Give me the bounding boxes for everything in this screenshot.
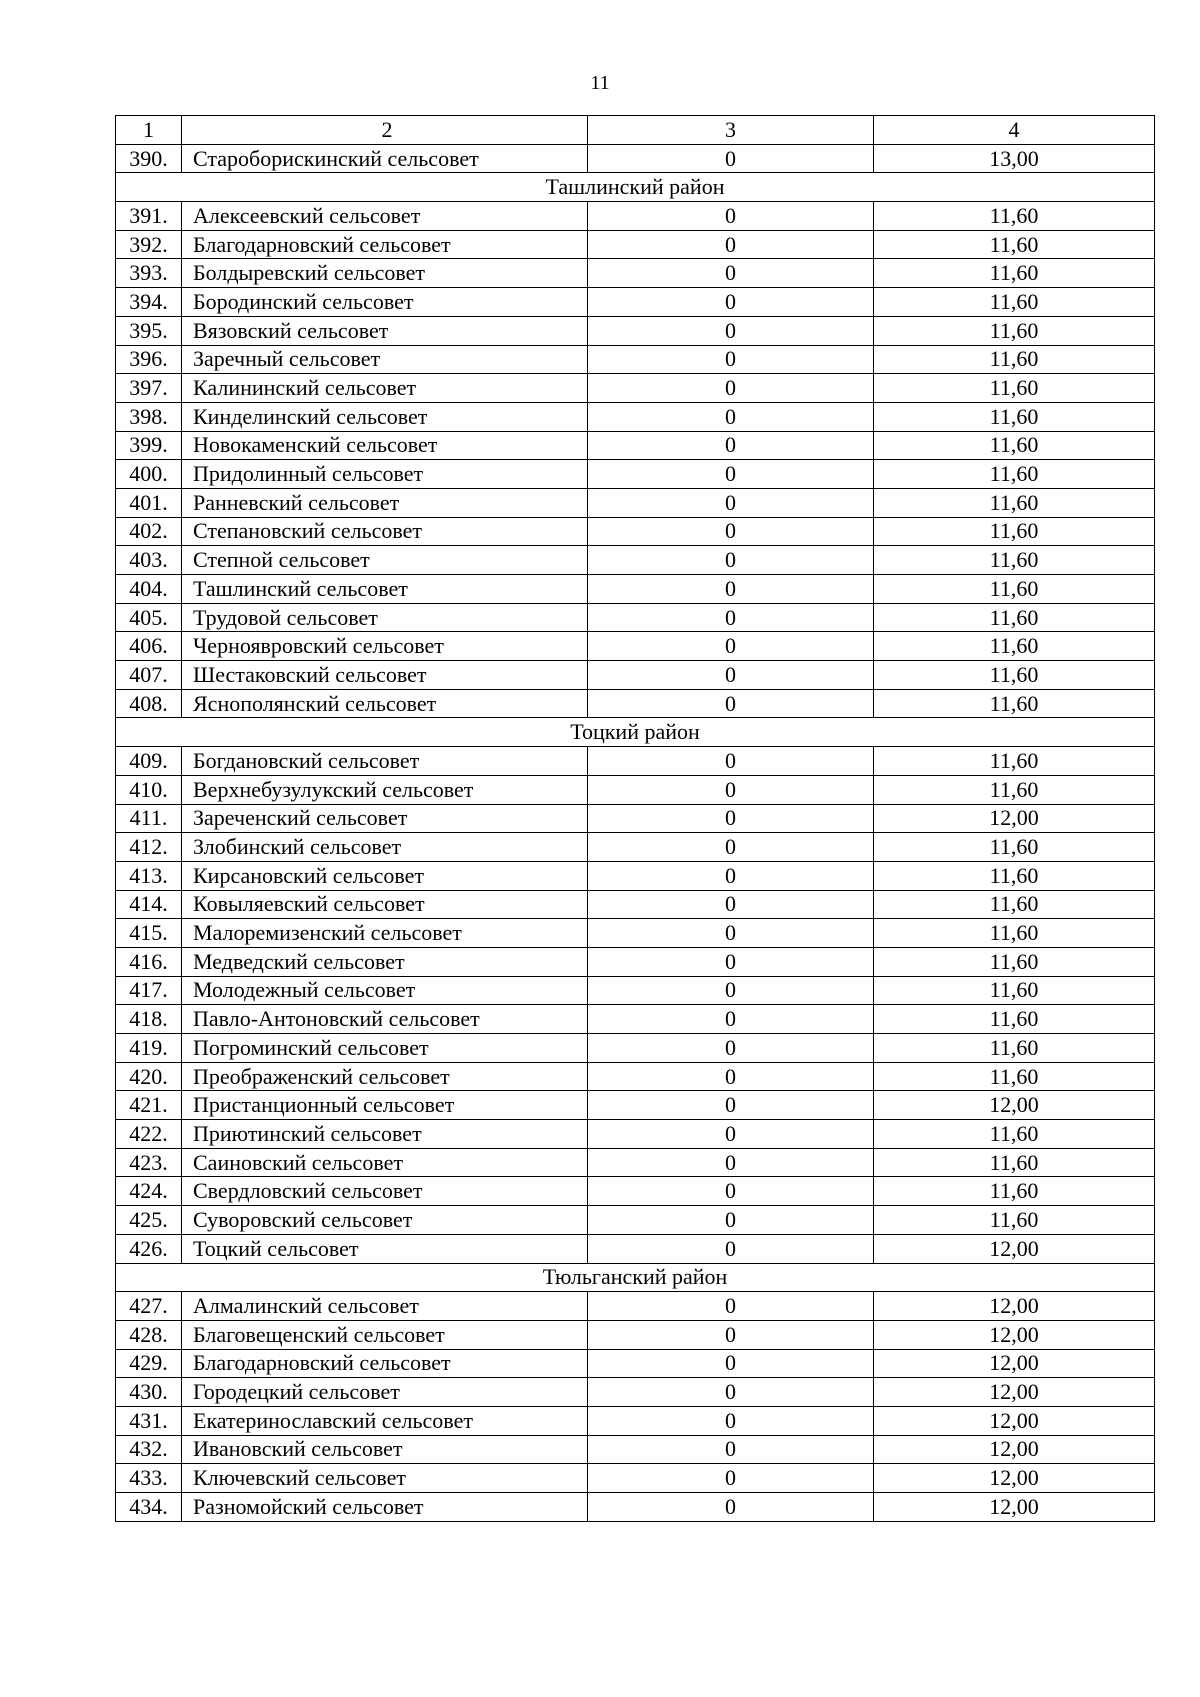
settlement-name: Благовещенский сельсовет	[182, 1320, 588, 1349]
row-number: 417.	[116, 976, 182, 1005]
table-row	[116, 661, 1155, 690]
settlement-name: Ивановский сельсовет	[182, 1435, 588, 1464]
settlement-name: Екатеринославский сельсовет	[182, 1406, 588, 1435]
column-4-value: 11,60	[874, 1120, 1155, 1149]
table-row	[116, 1091, 1155, 1120]
column-4-value: 11,60	[874, 575, 1155, 604]
table-row	[116, 1177, 1155, 1206]
row-number: 404.	[116, 575, 182, 604]
column-3-value: 0	[588, 259, 874, 288]
row-number: 426.	[116, 1234, 182, 1263]
column-4-value: 11,60	[874, 374, 1155, 403]
table-row	[116, 431, 1155, 460]
column-4-value: 11,60	[874, 689, 1155, 718]
row-number: 413.	[116, 861, 182, 890]
row-number: 414.	[116, 890, 182, 919]
row-number: 397.	[116, 374, 182, 403]
column-4-value: 11,60	[874, 259, 1155, 288]
settlement-name: Саиновский сельсовет	[182, 1148, 588, 1177]
column-3-value: 0	[588, 1091, 874, 1120]
column-3-value: 0	[588, 976, 874, 1005]
column-3-value: 0	[588, 1177, 874, 1206]
row-number: 409.	[116, 747, 182, 776]
row-number: 405.	[116, 603, 182, 632]
column-4-value: 11,60	[874, 1206, 1155, 1235]
column-4-value: 12,00	[874, 1091, 1155, 1120]
column-3-value: 0	[588, 1493, 874, 1522]
column-3-value: 0	[588, 1378, 874, 1407]
column-3-value: 0	[588, 1320, 874, 1349]
settlement-name: Разномойский сельсовет	[182, 1493, 588, 1522]
column-4-value: 11,60	[874, 1148, 1155, 1177]
table-row	[116, 861, 1155, 890]
column-4-value: 11,60	[874, 1034, 1155, 1063]
column-3-value: 0	[588, 575, 874, 604]
column-3-value: 0	[588, 1349, 874, 1378]
settlement-name: Черноявровский сельсовет	[182, 632, 588, 661]
table-row	[116, 976, 1155, 1005]
settlement-name: Кинделинский сельсовет	[182, 402, 588, 431]
row-number: 392.	[116, 230, 182, 259]
district-title: Тоцкий район	[116, 718, 1155, 747]
column-4-value: 11,60	[874, 775, 1155, 804]
column-3-value: 0	[588, 1148, 874, 1177]
column-4-value: 11,60	[874, 947, 1155, 976]
column-3-value: 0	[588, 919, 874, 948]
row-number: 394.	[116, 288, 182, 317]
row-number: 427.	[116, 1292, 182, 1321]
column-3-value: 0	[588, 316, 874, 345]
column-4-value: 11,60	[874, 488, 1155, 517]
table-row	[116, 546, 1155, 575]
column-header-row	[116, 116, 1155, 145]
column-3-value: 0	[588, 861, 874, 890]
settlement-name: Яснополянский сельсовет	[182, 689, 588, 718]
settlement-name: Алексеевский сельсовет	[182, 202, 588, 231]
table-row	[116, 230, 1155, 259]
column-4-value: 13,00	[874, 144, 1155, 173]
column-4-value: 11,60	[874, 976, 1155, 1005]
column-3-value: 0	[588, 431, 874, 460]
column-3-value: 0	[588, 1435, 874, 1464]
column-4-value: 12,00	[874, 1406, 1155, 1435]
table-row	[116, 1435, 1155, 1464]
settlement-name: Злобинский сельсовет	[182, 833, 588, 862]
column-header: 3	[588, 116, 874, 145]
column-4-value: 12,00	[874, 1378, 1155, 1407]
table-row	[116, 947, 1155, 976]
table-row	[116, 1349, 1155, 1378]
column-3-value: 0	[588, 460, 874, 489]
table-row	[116, 288, 1155, 317]
table-row	[116, 1062, 1155, 1091]
table-row	[116, 402, 1155, 431]
column-4-value: 12,00	[874, 804, 1155, 833]
table-row	[116, 144, 1155, 173]
column-3-value: 0	[588, 488, 874, 517]
column-3-value: 0	[588, 890, 874, 919]
column-4-value: 11,60	[874, 431, 1155, 460]
settlement-name: Городецкий сельсовет	[182, 1378, 588, 1407]
table-row	[116, 833, 1155, 862]
row-number: 418.	[116, 1005, 182, 1034]
settlement-name: Болдыревский сельсовет	[182, 259, 588, 288]
table-row	[116, 259, 1155, 288]
row-number: 425.	[116, 1206, 182, 1235]
column-4-value: 11,60	[874, 230, 1155, 259]
table-row	[116, 316, 1155, 345]
row-number: 390.	[116, 144, 182, 173]
row-number: 415.	[116, 919, 182, 948]
row-number: 433.	[116, 1464, 182, 1493]
district-title: Ташлинский район	[116, 173, 1155, 202]
column-3-value: 0	[588, 632, 874, 661]
table-row	[116, 575, 1155, 604]
settlement-name: Заречный сельсовет	[182, 345, 588, 374]
column-4-value: 12,00	[874, 1320, 1155, 1349]
settlement-name: Медведский сельсовет	[182, 947, 588, 976]
column-3-value: 0	[588, 144, 874, 173]
column-4-value: 11,60	[874, 603, 1155, 632]
column-4-value: 11,60	[874, 747, 1155, 776]
column-3-value: 0	[588, 1464, 874, 1493]
column-4-value: 11,60	[874, 890, 1155, 919]
settlement-name: Новокаменский сельсовет	[182, 431, 588, 460]
row-number: 412.	[116, 833, 182, 862]
table-body	[116, 116, 1155, 1522]
column-4-value: 11,60	[874, 202, 1155, 231]
table-row	[116, 747, 1155, 776]
column-3-value: 0	[588, 1292, 874, 1321]
table-row	[116, 1406, 1155, 1435]
column-3-value: 0	[588, 202, 874, 231]
table-row	[116, 689, 1155, 718]
column-4-value: 11,60	[874, 316, 1155, 345]
table-row	[116, 804, 1155, 833]
column-3-value: 0	[588, 804, 874, 833]
column-4-value: 11,60	[874, 546, 1155, 575]
row-number: 430.	[116, 1378, 182, 1407]
row-number: 407.	[116, 661, 182, 690]
column-4-value: 11,60	[874, 1177, 1155, 1206]
table-row	[116, 488, 1155, 517]
column-4-value: 12,00	[874, 1435, 1155, 1464]
district-header-row	[116, 1263, 1155, 1292]
settlement-name: Староборискинский сельсовет	[182, 144, 588, 173]
table-row	[116, 460, 1155, 489]
row-number: 395.	[116, 316, 182, 345]
table-row	[116, 202, 1155, 231]
page-number: 11	[590, 72, 610, 94]
row-number: 431.	[116, 1406, 182, 1435]
row-number: 401.	[116, 488, 182, 517]
settlement-name: Суворовский сельсовет	[182, 1206, 588, 1235]
column-header: 4	[874, 116, 1155, 145]
column-4-value: 11,60	[874, 861, 1155, 890]
settlement-name: Богдановский сельсовет	[182, 747, 588, 776]
column-3-value: 0	[588, 603, 874, 632]
column-3-value: 0	[588, 288, 874, 317]
settlement-name: Малоремизенский сельсовет	[182, 919, 588, 948]
row-number: 400.	[116, 460, 182, 489]
column-3-value: 0	[588, 947, 874, 976]
settlement-name: Верхнебузулукский сельсовет	[182, 775, 588, 804]
column-3-value: 0	[588, 1206, 874, 1235]
column-4-value: 12,00	[874, 1493, 1155, 1522]
settlement-name: Свердловский сельсовет	[182, 1177, 588, 1206]
column-4-value: 11,60	[874, 661, 1155, 690]
settlement-name: Зареченский сельсовет	[182, 804, 588, 833]
row-number: 416.	[116, 947, 182, 976]
row-number: 402.	[116, 517, 182, 546]
column-3-value: 0	[588, 1062, 874, 1091]
settlement-name: Шестаковский сельсовет	[182, 661, 588, 690]
table-row	[116, 1464, 1155, 1493]
column-3-value: 0	[588, 374, 874, 403]
table-row	[116, 1034, 1155, 1063]
settlement-name: Бородинский сельсовет	[182, 288, 588, 317]
column-3-value: 0	[588, 661, 874, 690]
column-4-value: 11,60	[874, 345, 1155, 374]
settlement-name: Благодарновский сельсовет	[182, 230, 588, 259]
column-4-value: 11,60	[874, 517, 1155, 546]
table-row	[116, 374, 1155, 403]
settlement-name: Степановский сельсовет	[182, 517, 588, 546]
column-3-value: 0	[588, 345, 874, 374]
table-row	[116, 632, 1155, 661]
settlement-name: Ранневский сельсовет	[182, 488, 588, 517]
column-3-value: 0	[588, 1005, 874, 1034]
settlement-name: Трудовой сельсовет	[182, 603, 588, 632]
row-number: 428.	[116, 1320, 182, 1349]
settlement-name: Молодежный сельсовет	[182, 976, 588, 1005]
table-row	[116, 517, 1155, 546]
row-number: 434.	[116, 1493, 182, 1522]
settlement-name: Тоцкий сельсовет	[182, 1234, 588, 1263]
settlement-name: Павло-Антоновский сельсовет	[182, 1005, 588, 1034]
settlement-name: Ковыляевский сельсовет	[182, 890, 588, 919]
table-row	[116, 1148, 1155, 1177]
column-3-value: 0	[588, 1406, 874, 1435]
row-number: 423.	[116, 1148, 182, 1177]
column-4-value: 11,60	[874, 288, 1155, 317]
row-number: 396.	[116, 345, 182, 374]
row-number: 420.	[116, 1062, 182, 1091]
row-number: 408.	[116, 689, 182, 718]
row-number: 411.	[116, 804, 182, 833]
column-4-value: 12,00	[874, 1292, 1155, 1321]
table-row	[116, 919, 1155, 948]
column-4-value: 12,00	[874, 1234, 1155, 1263]
table-row	[116, 775, 1155, 804]
column-3-value: 0	[588, 402, 874, 431]
column-3-value: 0	[588, 546, 874, 575]
row-number: 422.	[116, 1120, 182, 1149]
column-3-value: 0	[588, 230, 874, 259]
settlement-name: Алмалинский сельсовет	[182, 1292, 588, 1321]
column-4-value: 11,60	[874, 460, 1155, 489]
settlement-name: Придолинный сельсовет	[182, 460, 588, 489]
settlement-name: Благодарновский сельсовет	[182, 1349, 588, 1378]
table-row	[116, 1234, 1155, 1263]
table-row	[116, 1378, 1155, 1407]
row-number: 406.	[116, 632, 182, 661]
column-header: 2	[182, 116, 588, 145]
settlement-name: Погроминский сельсовет	[182, 1034, 588, 1063]
column-4-value: 12,00	[874, 1464, 1155, 1493]
column-3-value: 0	[588, 517, 874, 546]
table-row	[116, 1292, 1155, 1321]
table-row	[116, 345, 1155, 374]
row-number: 429.	[116, 1349, 182, 1378]
row-number: 419.	[116, 1034, 182, 1063]
table-row	[116, 1493, 1155, 1522]
column-4-value: 11,60	[874, 1005, 1155, 1034]
column-3-value: 0	[588, 1034, 874, 1063]
column-4-value: 11,60	[874, 1062, 1155, 1091]
district-header-row	[116, 718, 1155, 747]
row-number: 391.	[116, 202, 182, 231]
settlement-name: Пристанционный сельсовет	[182, 1091, 588, 1120]
column-4-value: 11,60	[874, 833, 1155, 862]
settlement-name: Преображенский сельсовет	[182, 1062, 588, 1091]
row-number: 399.	[116, 431, 182, 460]
district-title: Тюльганский район	[116, 1263, 1155, 1292]
settlement-name: Калининский сельсовет	[182, 374, 588, 403]
table-row	[116, 1005, 1155, 1034]
column-3-value: 0	[588, 747, 874, 776]
column-4-value: 12,00	[874, 1349, 1155, 1378]
row-number: 432.	[116, 1435, 182, 1464]
settlement-name: Ключевский сельсовет	[182, 1464, 588, 1493]
column-3-value: 0	[588, 689, 874, 718]
table-row	[116, 890, 1155, 919]
column-3-value: 0	[588, 775, 874, 804]
row-number: 398.	[116, 402, 182, 431]
data-table	[115, 115, 1155, 1522]
column-4-value: 11,60	[874, 632, 1155, 661]
district-header-row	[116, 173, 1155, 202]
settlement-name: Ташлинский сельсовет	[182, 575, 588, 604]
settlement-name: Кирсановский сельсовет	[182, 861, 588, 890]
row-number: 424.	[116, 1177, 182, 1206]
column-header: 1	[116, 116, 182, 145]
table-row	[116, 603, 1155, 632]
column-3-value: 0	[588, 1120, 874, 1149]
settlement-name: Приютинский сельсовет	[182, 1120, 588, 1149]
column-4-value: 11,60	[874, 919, 1155, 948]
column-4-value: 11,60	[874, 402, 1155, 431]
row-number: 421.	[116, 1091, 182, 1120]
column-3-value: 0	[588, 833, 874, 862]
table-row	[116, 1206, 1155, 1235]
row-number: 393.	[116, 259, 182, 288]
settlement-name: Степной сельсовет	[182, 546, 588, 575]
table-row	[116, 1120, 1155, 1149]
settlement-name: Вязовский сельсовет	[182, 316, 588, 345]
table-row	[116, 1320, 1155, 1349]
row-number: 403.	[116, 546, 182, 575]
row-number: 410.	[116, 775, 182, 804]
column-3-value: 0	[588, 1234, 874, 1263]
